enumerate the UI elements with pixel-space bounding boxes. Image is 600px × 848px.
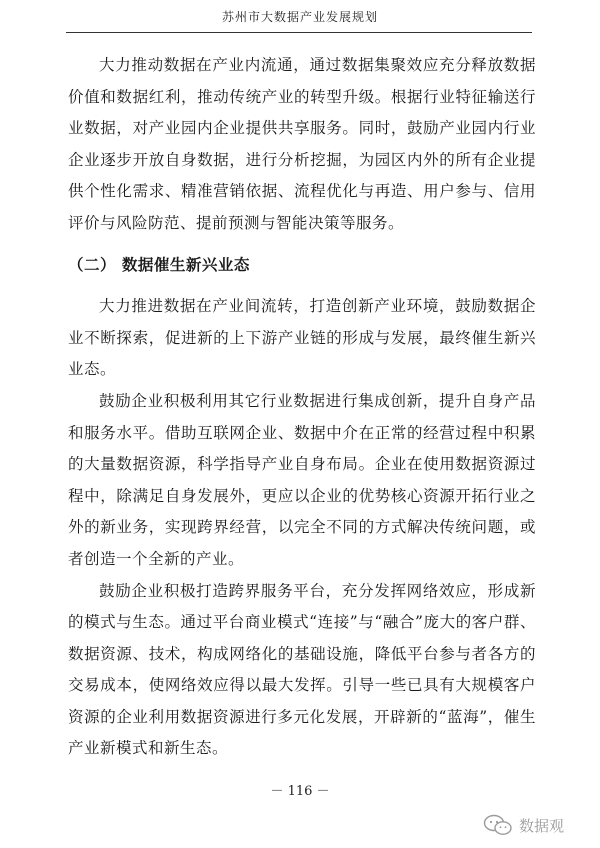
watermark bbox=[483, 814, 564, 836]
watermark-text: 数据观 bbox=[518, 816, 564, 835]
paragraph-1: 大力推动数据在产业内流通，通过数据集聚效应充分释放数据价值和数据红利，推动传统产业的转型升级。根据行业特征输送行业数据，对产业园内企业提供共享服务。同时，鼓励产业园内行业企业逐步开放自身数据，进行分析挖掘，为园区内外的所有企业提供个性化需求、精准营销依据、流程优化与再造、用户参与、信用评价与风险防范、提前预测与智能决策等服务。 bbox=[68, 56, 536, 232]
paragraph-4: 鼓励企业积极打造跨界服务平台，充分发挥网络效应，形成新的模式与生态。通过平台商业模式“连接”与“融合”庞大的客户群、数据资源、技术，构成网络化的基础设施，降低平台参与者各方的交易成本，使网络效应得以最大发挥。引导一些已具有大规模客户资源的企业利用数据资源进行多元化发展，开辟新的“蓝海”，催生产业新模式和新生态。 bbox=[68, 581, 536, 758]
page-header: 苏州市大数据产业发展规划 bbox=[221, 10, 378, 24]
wechat-icon bbox=[483, 814, 513, 836]
paragraph-3: 鼓励企业积极利用其它行业数据进行集成创新，提升自身产品和服务水平。借助互联网企业、数据中介在正常的经营过程中积累的大量数据资源，科学指导产业自身布局。企业在使用数据资源过程中，除满足自身发展外，更应以企业的优势核心资源开拓行业之外的新业务，实现跨界经营，以完全不同的方式解决传统问题，或者创造一个全新的产业。 bbox=[68, 391, 536, 568]
section-heading: （二） 数据催生新兴业态 bbox=[68, 255, 250, 274]
header-divider bbox=[66, 32, 532, 33]
page-body bbox=[68, 50, 536, 765]
paragraph-2: 大力推进数据在产业间流转，打造创新产业环境，鼓励数据企业不断探索，促进新的上下游产业链的形成与发展，最终催生新兴业态。 bbox=[68, 297, 536, 379]
page-number: － 116 － bbox=[270, 784, 330, 799]
